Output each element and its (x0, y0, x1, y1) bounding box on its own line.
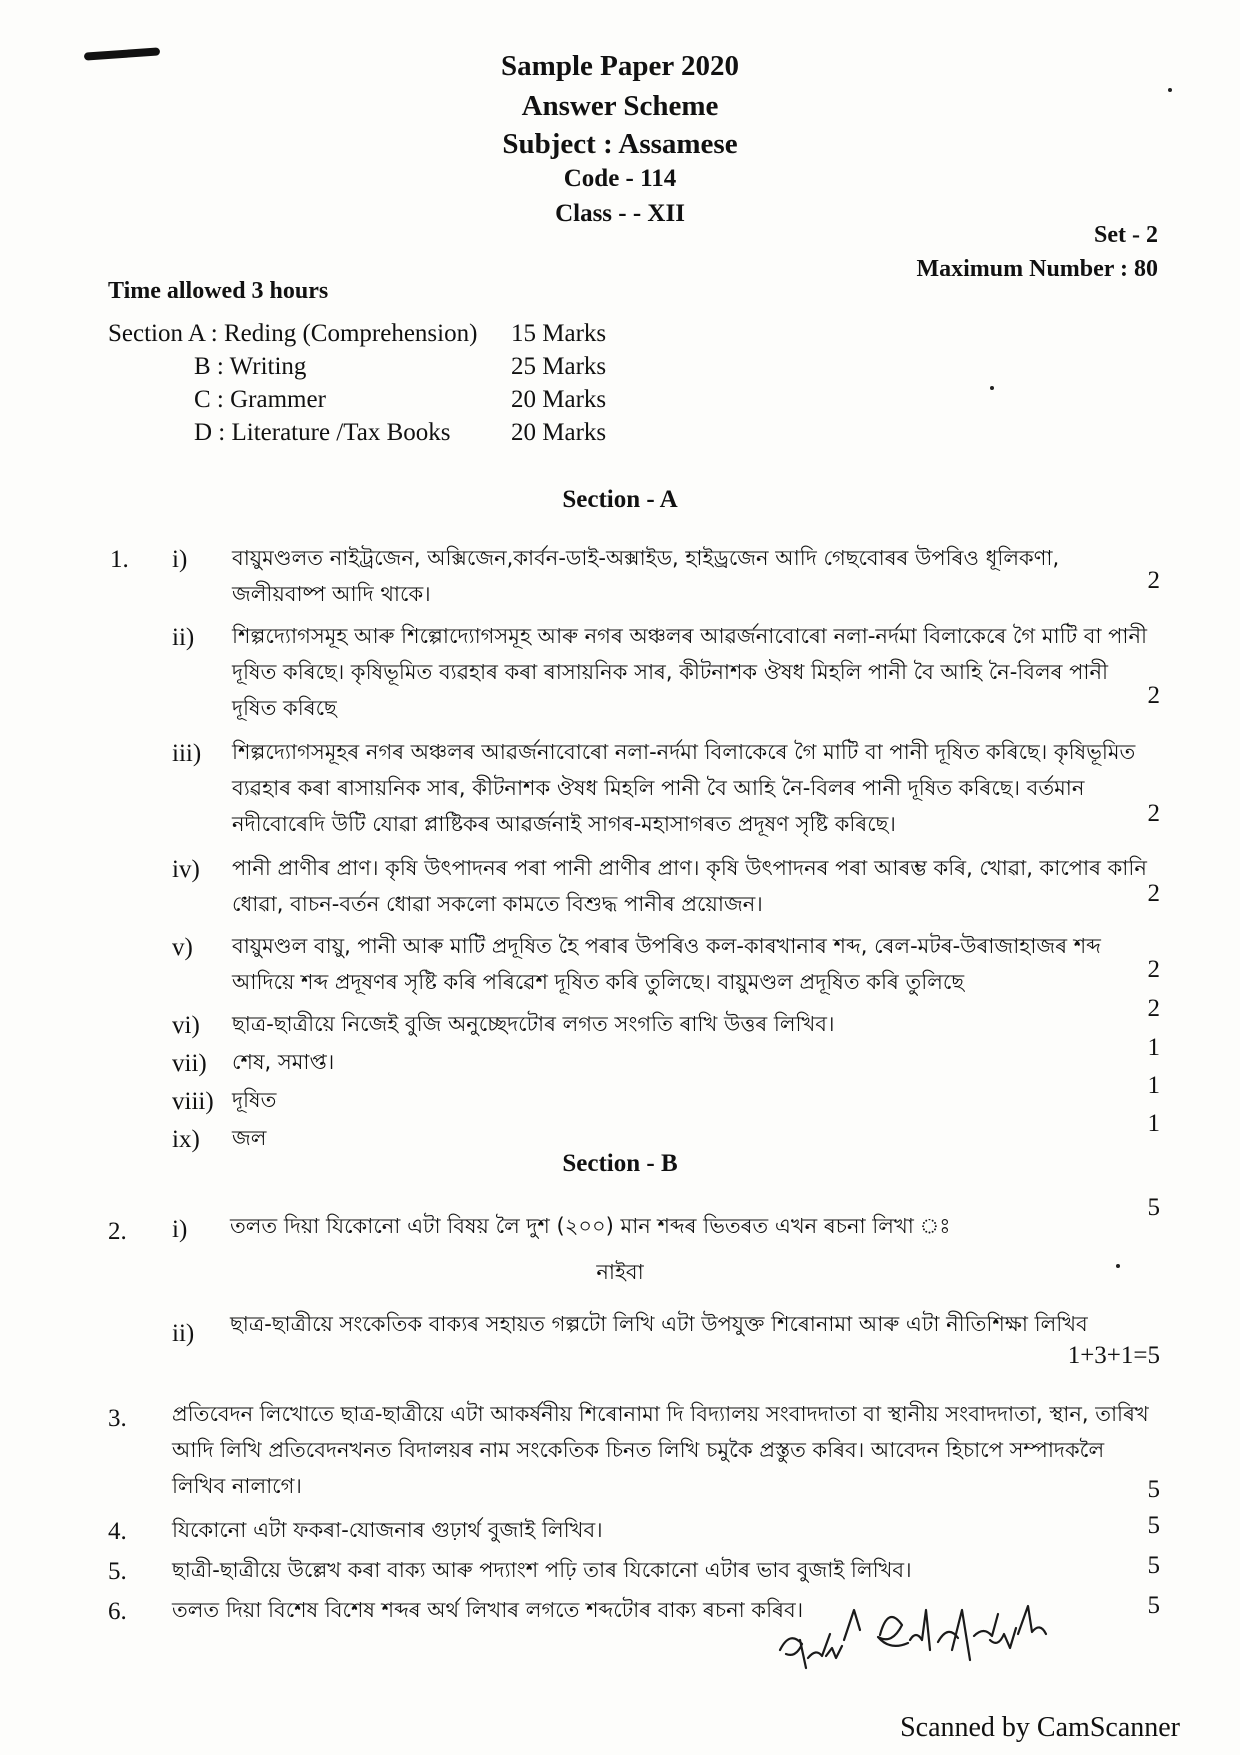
item-mark: 1+3+1=5 (1067, 1342, 1160, 1369)
answer-text: ছাত্ৰ-ছাত্ৰীয়ে নিজেই বুজি অনুচ্ছেদটোৰ লগত সংগতি ৰাখি উত্তৰ লিখিব। (232, 1012, 835, 1036)
paper-code: Code - 114 (563, 165, 677, 192)
handwritten-signature (760, 1580, 1080, 1690)
item-mark: 2 (1147, 956, 1160, 983)
paper-title: Sample Paper 2020 (501, 50, 739, 82)
question-number: 2. (108, 1218, 127, 1245)
question-number: 3. (108, 1405, 127, 1432)
item-number: ii) (172, 1320, 195, 1347)
question-number: 6. (108, 1598, 127, 1625)
question-number: 4. (108, 1518, 127, 1545)
section-overview-label: D : Literature /Tax Books (194, 419, 451, 446)
answer-text: তলত দিয়া যিকোনো এটা বিষয় লৈ দুশ (২০০) মান শব্দৰ ভিতৰত এখন ৰচনা লিখা ঃ (230, 1214, 951, 1238)
item-mark: 2 (1147, 995, 1160, 1022)
answer-text: শেষ, সমাপ্ত। (232, 1050, 335, 1074)
item-mark: 5 (1147, 1552, 1160, 1579)
section-overview-marks: 20 Marks (511, 419, 607, 446)
answer-text: ছাত্ৰী-ছাত্ৰীয়ে উল্লেখ কৰা বাক্য আৰু পদ্যাংশ পঢ়ি তাৰ যিকোনো এটাৰ ভাব বুজাই লিখিব। (172, 1558, 912, 1582)
item-number: i) (172, 1216, 188, 1243)
question-number: 5. (108, 1558, 127, 1585)
paper-subtitle: Answer Scheme (521, 90, 719, 122)
item-mark: 2 (1147, 800, 1160, 827)
answer-text: জল (232, 1126, 267, 1150)
item-mark: 5 (1147, 1512, 1160, 1539)
time-allowed: Time allowed 3 hours (108, 278, 329, 304)
max-marks: Maximum Number : 80 (916, 256, 1158, 282)
section-a-title: Section - A (562, 486, 678, 513)
paper-class: Class - - XII (555, 200, 685, 227)
section-overview-label: Section A : Reding (Comprehension) (108, 320, 478, 347)
answer-text: দূষিত (232, 1088, 277, 1112)
item-mark: 5 (1147, 1194, 1160, 1221)
item-number: iii) (172, 740, 202, 767)
answer-text: পানী প্ৰাণীৰ প্ৰাণ। কৃষি উৎপাদনৰ পৰা পানী প্ৰাণীৰ প্ৰাণ। কৃষি উৎপাদনৰ পৰা আৰম্ভ কৰি, খোৱা, কাপোৰ কানি ধোৱা, বাচন-বৰ্তন ধোৱা সকলো কামতে বিশুদ্ধ পানীৰ প্ৰয়োজন। (232, 856, 1147, 916)
section-overview-label: B : Writing (194, 353, 307, 380)
or-divider: নাইবা (596, 1260, 644, 1284)
answer-text: তলত দিয়া বিশেষ বিশেষ শব্দৰ অৰ্থ লিখাৰ লগতে শব্দটোৰ বাক্য ৰচনা কৰিব। (172, 1598, 804, 1622)
answer-text: প্ৰতিবেদন লিখোতে ছাত্ৰ-ছাত্ৰীয়ে এটা আকৰ্ষনীয় শিৰোনামা দি বিদ্যালয় সংবাদদাতা বা স্থানীয় সংবাদদাতা, স্থান, তাৰিখ আদি লিখি প্ৰতিবেদনখনত বিদালয়ৰ নাম সংকেতিক চিনত লিখি চমুকৈ প্ৰস্তুত কৰিব। আবেদন হিচাপে সম্পাদকলৈ লিখিব নালাগে। (172, 1402, 1149, 1498)
item-mark: 5 (1147, 1592, 1160, 1619)
item-mark: 2 (1147, 880, 1160, 907)
speck-mark (1116, 1264, 1120, 1268)
question-number: 1. (110, 546, 129, 573)
item-number: iv) (172, 856, 200, 883)
answer-text: বায়ুমণ্ডলত নাইট্ৰজেন, অক্সিজেন,কাৰ্বন-ডাই-অক্সাইড, হাইড্ৰজেন আদি গেছবোৰৰ উপৰিও ধূলিকণা, জলীয়বাষ্প আদি থাকে। (232, 546, 1060, 606)
section-overview-label: C : Grammer (194, 386, 326, 413)
section-overview-marks: 20 Marks (511, 386, 607, 413)
item-number: vi) (172, 1012, 200, 1039)
item-number: v) (172, 934, 193, 961)
answer-text: যিকোনো এটা ফকৰা-যোজনাৰ গুঢ়াৰ্থ বুজাই লিখিব। (172, 1518, 603, 1542)
answer-text: শিল্পদ্যোগসমূহৰ নগৰ অঞ্চলৰ আৱৰ্জনাবোৰো নলা-নৰ্দমা বিলাকেৰে গৈ মাটি বা পানী দূষিত কৰিছে। কৃষিভূমিত ব্যৱহাৰ কৰা ৰাসায়নিক সাৰ, কীটনাশক ঔষধ মিহলি পানী বৈ আহি নৈ-বিলৰ পানী দূষিত কৰিছে। বৰ্তমান নদীবোৰেদি উটি যোৱা প্লাষ্টিকৰ আৱৰ্জনাই সাগৰ-মহাসাগৰত প্ৰদূষণ সৃষ্টি কৰিছে। (232, 740, 1136, 836)
section-overview-marks: 25 Marks (511, 353, 607, 380)
item-mark: 2 (1147, 682, 1160, 709)
section-b-title: Section - B (562, 1150, 678, 1177)
section-overview-marks: 15 Marks (511, 320, 607, 347)
item-mark: 1 (1147, 1072, 1160, 1099)
scanner-watermark: Scanned by CamScanner (900, 1712, 1180, 1743)
answer-text: ছাত্ৰ-ছাত্ৰীয়ে সংকেতিক বাক্যৰ সহায়ত গল্পটো লিখি এটা উপযুক্ত শিৰোনামা আৰু এটা নীতিশিক্ষা লিখিব (230, 1312, 1088, 1336)
paper-subject: Subject : Assamese (502, 128, 738, 160)
item-number: ix) (172, 1126, 200, 1153)
item-number: i) (172, 546, 188, 573)
item-mark: 2 (1147, 567, 1160, 594)
item-mark: 5 (1147, 1476, 1160, 1503)
item-number: viii) (172, 1088, 214, 1115)
item-mark: 1 (1147, 1034, 1160, 1061)
item-number: vii) (172, 1050, 207, 1077)
answer-text: শিল্পদ্যোগসমূহ আৰু শিল্পোদ্যোগসমূহ আৰু নগৰ অঞ্চলৰ আৱৰ্জনাবোৰো নলা-নৰ্দমা বিলাকেৰে গৈ মাটি বা পানী দূষিত কৰিছে। কৃষিভূমিত ব্যৱহাৰ কৰা ৰাসায়নিক সাৰ, কীটনাশক ঔষধ মিহলি পানী বৈ আহি নৈ-বিলৰ পানী দূষিত কৰিছে (232, 624, 1148, 720)
set-number: Set - 2 (1094, 222, 1158, 248)
item-number: ii) (172, 624, 195, 651)
answer-text: বায়ুমণ্ডল বায়ু, পানী আৰু মাটি প্ৰদূষিত হৈ পৰাৰ উপৰিও কল-কাৰখানাৰ শব্দ, ৰেল-মটৰ-উৰাজাহাজৰ শব্দ আদিয়ে শব্দ প্ৰদূষণৰ সৃষ্টি কৰি পৰিৱেশ দূষিত কৰি তুলিছে। বায়ুমণ্ডল প্ৰদূষিত কৰি তুলিছে (232, 934, 1101, 994)
speck-mark (990, 386, 994, 390)
item-mark: 1 (1147, 1110, 1160, 1137)
